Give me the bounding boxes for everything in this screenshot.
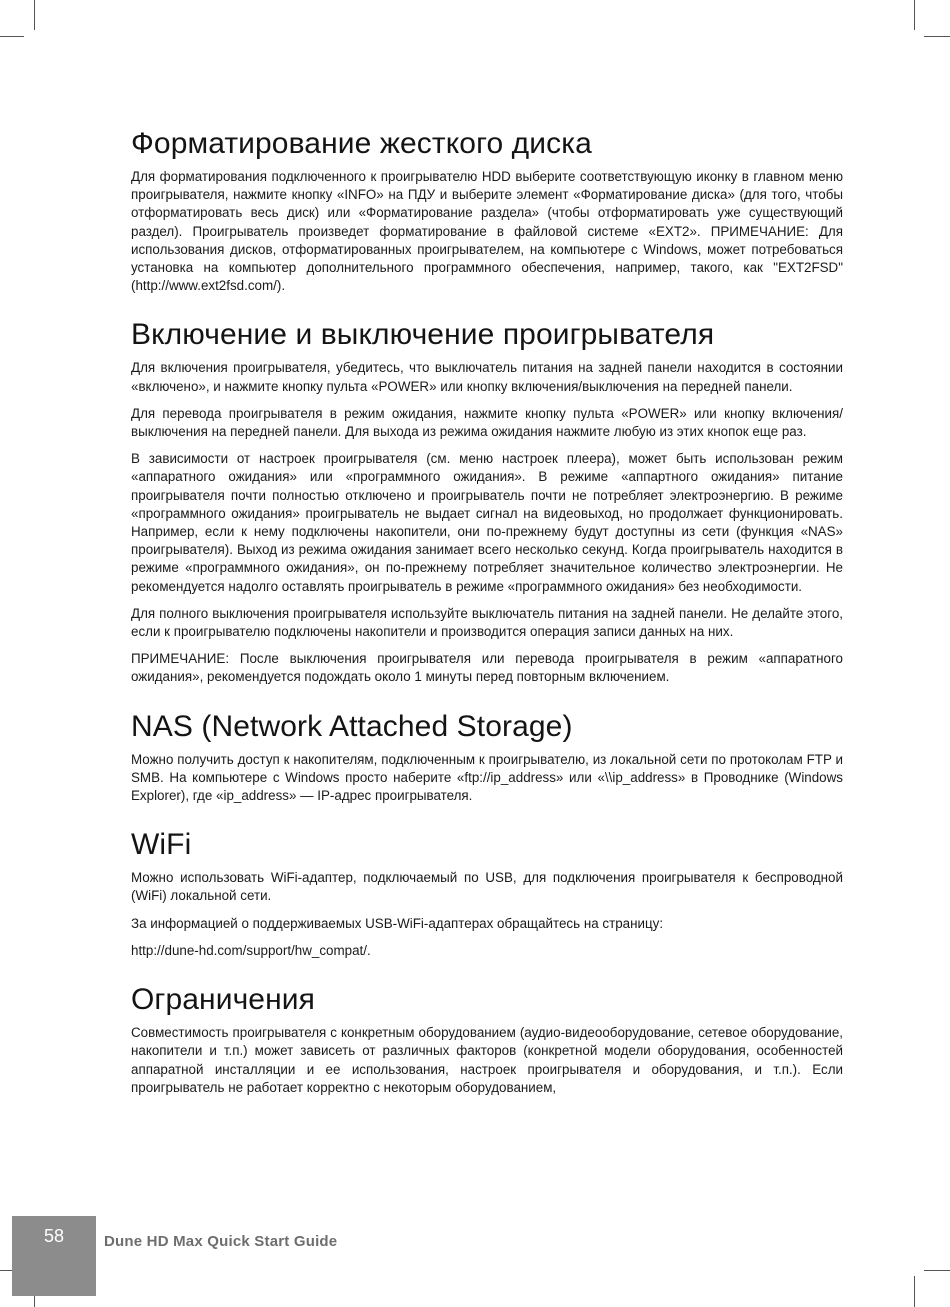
crop-mark xyxy=(924,36,950,37)
paragraph: Можно получить доступ к накопителям, подключенным к проигрывателю, из локальной сети по протоколам FTP и SMB. На компьютере с Windows просто наберите «ftp://ip_address» или «\\ip_address» в Проводнике (Windows Explorer), где «ip_address» — IP-адрес проигрывателя. xyxy=(131,751,843,804)
page-content xyxy=(131,126,843,1119)
crop-mark xyxy=(914,0,915,30)
paragraph: Для форматирования подключенного к проигрывателю HDD выберите соответствующую иконку в главном меню проигрывателя, нажмите кнопку «INFO» на ПДУ и выберите элемент «Форматирование диска» (для того, чтобы отформатировать весь диск) или «Форматирование раздела» (чтобы отформатировать уже существующий раздел). Проигрыватель произведет форматирование в файловой системе «EXT2». ПРИМЕЧАНИЕ: Для использования дисков, отформатированных проигрывателем, на компьютере с Windows, может потребоваться установка на компьютер дополнительного программного обеспечения, например, такого, как "EXT2FSD" (http://www.ext2fsd.com/). xyxy=(131,169,843,294)
crop-mark xyxy=(0,36,24,37)
section-heading: Форматирование жесткого диска xyxy=(131,127,592,160)
paragraph: Для включения проигрывателя, убедитесь, что выключатель питания на задней панели находится в состоянии «включено», и нажмите кнопку пульта «POWER» или кнопку включения/выключения на передней панели. xyxy=(131,360,843,394)
crop-mark xyxy=(914,1276,915,1307)
page-number-box xyxy=(12,1216,96,1296)
crop-mark xyxy=(924,1270,950,1271)
paragraph: ПРИМЕЧАНИЕ: После выключения проигрывателя или перевода проигрывателя в режим «аппаратного ожидания», рекомендуется подождать около 1 минуты перед повторным включением. xyxy=(131,651,843,685)
paragraph: Можно использовать WiFi-адаптер, подключаемый по USB, для подключения проигрывателя к беспроводной (WiFi) локальной сети. xyxy=(131,870,843,904)
section-power-on-off xyxy=(131,317,843,686)
section-nas xyxy=(131,709,843,806)
footer-guide-title: Dune HD Max Quick Start Guide xyxy=(104,1233,338,1250)
paragraph: Для полного выключения проигрывателя используйте выключатель питания на задней панели. Не делайте этого, если к проигрывателю подключены накопители и производится операция записи данных на них. xyxy=(131,605,843,640)
crop-mark xyxy=(34,0,35,30)
paragraph: Для перевода проигрывателя в режим ожидания, нажмите кнопку пульта «POWER» или кнопку включения/выключения на передней панели. Для выхода из режима ожидания нажмите любую из этих кнопок еще раз. xyxy=(131,405,843,440)
section-heading: NAS (Network Attached Storage) xyxy=(131,709,573,743)
page-number: 58 xyxy=(43,1226,65,1246)
paragraph: За информацией о поддерживаемых USB-WiFi-адаптерах обращайтесь на страницу: xyxy=(131,915,664,931)
section-heading: Включение и выключение проигрывателя xyxy=(131,318,715,352)
section-hdd-formatting xyxy=(131,126,843,295)
section-wifi xyxy=(131,827,843,960)
paragraph: В зависимости от настроек проигрывателя (см. меню настроек плеера), может быть использован режим «аппаратного ожидания» или «программного ожидания». В режиме «аппартного ожидания» питание проигрывателя почти полностью отключено и проигрыватель почти не потребляет электроэнергию. В режиме «программного ожидания» проигрыватель не выдает сигнал на видеовыход, но продолжает функционировать. Например, если к нему подключены накопители, они по-прежнему будут доступны из сети (функция «NAS» проигрывателя). Выход из режима ожидания занимает всего несколько секунд. Когда проигрыватель находится в режиме «программного ожидания», он по-прежнему потребляет значительное количество электроэнергии. Не рекомендуется надолго оставлять проигрыватель в режиме «программного ожидания» без необходимости. xyxy=(131,451,843,594)
paragraph: Совместимость проигрывателя с конкретным оборудованием (аудио-видеооборудование, сетевое оборудование, накопители и т.п.) может зависеть от различных факторов (конкретной модели оборудования, особенностей аппаратной инсталляции и ее использования, настроек проигрывателя и оборудования, и т.п.). Если проигрыватель не работает корректно с некоторым оборудованием, xyxy=(131,1025,843,1095)
section-limitations xyxy=(131,982,843,1097)
url-text: http://dune-hd.com/support/hw_compat/. xyxy=(131,942,371,958)
section-heading: WiFi xyxy=(131,828,192,862)
section-heading: Ограничения xyxy=(131,983,315,1017)
